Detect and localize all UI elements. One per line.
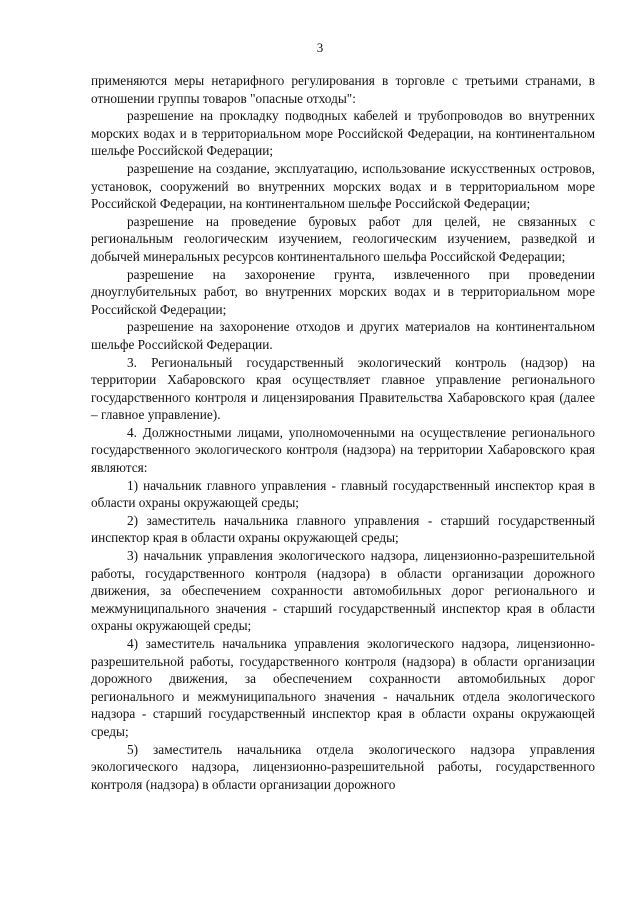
list-item: 5) заместитель начальника отдела экологического надзора управления экологического надзора, лицензионно-разрешительной работы, государственного контроля (надзора) в области организации дорожного bbox=[91, 741, 595, 792]
paragraph: разрешение на проведение буровых работ для целей, не связанных с региональным геологическим изучением, геологическим изучением, разведкой и добычей минеральных ресурсов континентального шельфа Российской Федерации; bbox=[91, 213, 595, 264]
list-item: 3) начальник управления экологического надзора, лицензионно-разрешительной работы, государственного контроля (надзора) в области организации дорожного движения, за обеспечением сохранности автомобильных дорог регионального и межмуниципального значения - старший государственный инспектор края в области охраны окружающей среды; bbox=[91, 548, 595, 634]
paragraph: 4. Должностными лицами, уполномоченными на осуществление регионального государственного экологического контроля (надзора) на территории Хабаровского края являются: bbox=[91, 424, 595, 476]
list-item: 1) начальник главного управления - главный государственный инспектор края в области охраны окружающей среды; bbox=[91, 477, 595, 511]
paragraph: разрешение на захоронение отходов и других материалов на континентальном шельфе Российской Федерации. bbox=[91, 319, 595, 352]
page-number: 3 bbox=[316, 40, 324, 55]
list-item: 2) заместитель начальника главного управления - старший государственный инспектор края в области охраны окружающей среды; bbox=[91, 512, 595, 546]
paragraph: разрешение на создание, эксплуатацию, использование искусственных островов, установок, сооружений во внутренних морских водах и в территориальном море Российской Федерации, на континентальном шельфе Российской Федерации; bbox=[91, 160, 595, 212]
paragraph: разрешение на прокладку подводных кабелей и трубопроводов во внутренних морских водах и в территориальном море Российской Федерации, на континентальном шельфе Российской Федерации; bbox=[91, 108, 595, 159]
paragraph: разрешение на захоронение грунта, извлеченного при проведении дноуглубительных работ, во внутренних морских водах и в территориальном море Российской Федерации; bbox=[91, 266, 595, 317]
list-item: 4) заместитель начальника управления экологического надзора, лицензионно-разрешительной работы, государственного контроля (надзора) в области организации дорожного движения, за обеспечением сохранности автомобильных дорог регионального и межмуниципального значения - начальник отдела экологического надзора - старший государственный инспектор края в области охраны окружающей среды; bbox=[91, 636, 595, 739]
document-body bbox=[91, 72, 595, 793]
paragraph: применяются меры нетарифного регулирования в торговле с третьими странами, в отношении группы товаров "опасные отходы": bbox=[91, 73, 595, 106]
paragraph: 3. Региональный государственный экологический контроль (надзор) на территории Хабаровского края осуществляет главное управление регионального государственного контроля и лицензирования Правительства Хабаровского края (далее – главное управление). bbox=[91, 354, 595, 423]
